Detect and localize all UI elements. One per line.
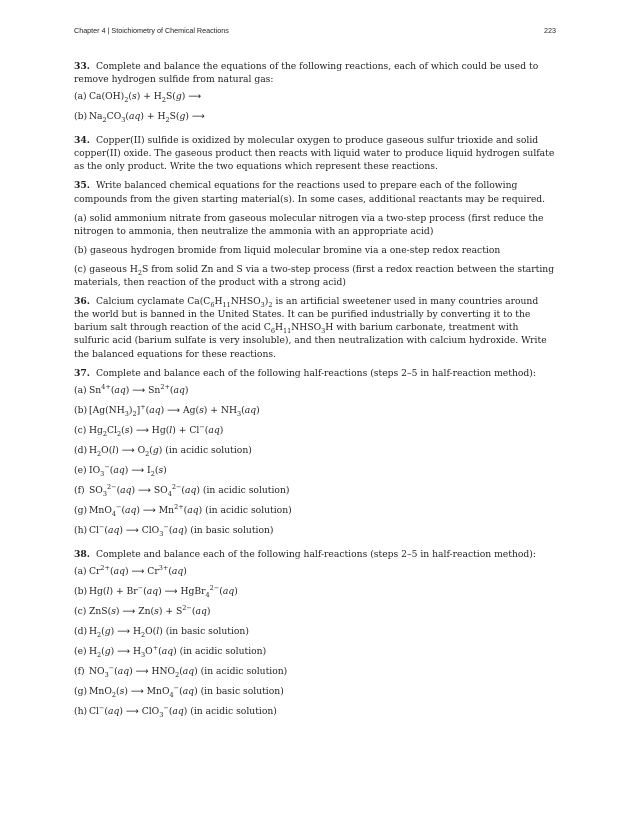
equation-expression: $H_2(g)$ ⟶ $H_2O(l)$ (in basic solution) xyxy=(89,625,249,639)
question-35a: (a) solid ammonium nitrate from gaseous molecular nitrogen via a two-step process (first reduce the nitrogen to ammonia, then neutralize the ammonia with an appropriate acid) xyxy=(74,212,544,237)
page-header xyxy=(74,26,556,38)
question-38 xyxy=(74,548,556,561)
equation-expression: ZnS(s) ⟶ $Zn(s) + S^{2-}(aq)$ xyxy=(89,603,211,617)
equation-33b xyxy=(74,110,556,130)
equation-38a xyxy=(74,565,556,585)
problem-list xyxy=(74,60,556,725)
condition-note: (in acidic solution) xyxy=(202,484,290,496)
part-label: (c) xyxy=(74,424,87,436)
part-label: (f) xyxy=(74,484,85,496)
part-label: (d) xyxy=(74,625,88,637)
equation-expression: $Sn^{4+}(aq)$ ⟶ $Sn^{2+}(aq)$ xyxy=(89,382,189,396)
equation-expression: $NO_3^-(aq)$ ⟶ $HNO_2(aq)$ (in acidic solution) xyxy=(89,663,288,679)
equation-37c xyxy=(74,424,556,444)
equation-expression: $Cr^{2+}(aq)$ ⟶ $Cr^{3+}(aq)$ xyxy=(89,563,187,577)
question-37 xyxy=(74,367,556,380)
part-text: S from solid Zn and S via a two-step process (first a redox reaction between the starting materials, then reaction of the product with a strong acid) xyxy=(74,263,555,289)
equation-expression: $H_2O(l)$ ⟶ $O_2(g)$ (in acidic solution) xyxy=(89,444,252,458)
part-label: (a) xyxy=(74,565,87,577)
equation-38d xyxy=(74,625,556,645)
condition-note: (in acidic solution) xyxy=(190,705,277,717)
equation-38f xyxy=(74,665,556,685)
equation-expression: $Hg_2Cl_2(s)$ ⟶ Hg(l) + Cl−(aq) xyxy=(89,422,224,438)
equation-expression: MnO$_2$(s) ⟶ MnO$_4$−(aq) (in basic solution) xyxy=(89,683,284,699)
part-label: (e) xyxy=(74,464,87,476)
equation-expression: $IO_3^-(aq)$ ⟶ $I_2(s)$ xyxy=(89,462,167,478)
equation-33a xyxy=(74,90,556,110)
question-34 xyxy=(74,134,556,173)
equation-expression: Cl−(aq) ⟶ ClO$_3$−(aq) (in basic solution) xyxy=(89,522,274,538)
condition-note: (in acidic solution) xyxy=(200,665,288,677)
question-text: Complete and balance the equations of the following reactions, each of which could be used to remove hydrogen sulfide from natural gas: xyxy=(74,61,539,86)
equation-38g xyxy=(74,685,556,705)
part-label: (h) xyxy=(74,524,88,536)
equation-38e xyxy=(74,645,556,665)
question-number: 35. xyxy=(74,180,90,192)
equation-37h xyxy=(74,524,556,544)
equation-38b xyxy=(74,585,556,605)
equation-expression: $H_2(g)$ ⟶ $H_3O^+(aq)$ (in acidic solution) xyxy=(89,643,267,659)
question-number: 34. xyxy=(74,135,90,147)
part-label: (g) xyxy=(74,685,88,697)
part-label: (a) xyxy=(74,91,87,103)
equation-expression: MnO$_4$−(aq) ⟶ $Mn^{2+}(aq)$ (in acidic solution) xyxy=(89,502,292,518)
condition-note: (in acidic solution) xyxy=(205,504,292,516)
part-label: (e) xyxy=(74,645,87,657)
question-35 xyxy=(74,179,556,205)
question-33 xyxy=(74,60,556,86)
equation-expression: $[Ag(NH_3)_2]^+(aq)$ ⟶ $Ag(s) + NH_3(aq)$ xyxy=(89,402,260,418)
question-35c xyxy=(74,263,556,289)
question-number: 38. xyxy=(74,548,90,560)
part-text: (c) gaseous H xyxy=(74,263,138,275)
condition-note: (in basic solution) xyxy=(190,524,274,536)
page-number: 223 xyxy=(544,26,556,35)
condition-note: (in acidic solution) xyxy=(179,645,267,657)
part-label: (h) xyxy=(74,705,88,717)
question-35b: (b) gaseous hydrogen bromide from liquid molecular bromine via a one-step redox reaction xyxy=(74,244,501,256)
part-label: (g) xyxy=(74,504,88,516)
question-text: Complete and balance each of the following half-reactions (steps 2–5 in half-reaction method): xyxy=(95,548,536,560)
equation-expression: $SO_3^{2-}(aq)$ ⟶ $SO_4^{2-}(aq)$ (in acidic solution) xyxy=(89,482,290,498)
part-label: (b) xyxy=(74,404,88,416)
condition-note: (in basic solution) xyxy=(165,625,249,637)
part-label: (d) xyxy=(74,444,88,456)
equation-37a xyxy=(74,384,556,404)
subscript: 2 xyxy=(137,268,142,277)
question-number: 33. xyxy=(74,61,90,72)
equation-expression: Cl−(aq) ⟶ ClO$_3$−(aq) (in acidic solution) xyxy=(89,703,277,719)
equation-37b xyxy=(74,404,556,424)
part-label: (c) xyxy=(74,605,87,617)
question-text: Copper(II) sulfide is oxidized by molecular oxygen to produce gaseous sulfur trioxide and solid copper(II) oxide. The gaseous product then reacts with liquid water to produce liquid hydrogen sulfate as the only product. Write the two equations which represent these reactions. xyxy=(74,135,555,173)
part-label: (f) xyxy=(74,665,85,677)
question-text: Write balanced chemical equations for the reactions used to prepare each of the following compounds from the given starting material(s). In some cases, additional reactants may be required. xyxy=(74,180,546,205)
question-36: 36. Calcium cyclamate $Ca(C_6H_{11}NHSO_3)_2$ is an artificial sweetener used in many countries around the world but is banned in the United States. It can be purified industrially by converting it to the barium salt through reaction of the acid $C_6H_{11}NHSO_3H$ with barium carbonate, treatment with sulfuric acid (barium sulfate is very insoluble), and then neutralization with calcium hydroxide. Write the balanced equations for these reactions. xyxy=(74,296,547,360)
part-label: (a) xyxy=(74,384,87,396)
part-label: (b) xyxy=(74,111,88,123)
chapter-title: Chapter 4 | Stoichiometry of Chemical Reactions xyxy=(74,26,229,35)
condition-note: (in basic solution) xyxy=(200,685,284,697)
question-number: 37. xyxy=(74,367,90,379)
question-number: 36. xyxy=(74,296,90,308)
equation-37f xyxy=(74,484,556,504)
equation-expression: $Ca(OH)_2(s) + H_2S(g)$ ⟶ xyxy=(89,91,202,105)
equation-37e xyxy=(74,464,556,484)
part-label: (b) xyxy=(74,585,88,597)
equation-expression: Hg(l) + Br−(aq) ⟶ HgBr$_4^{2-}$(aq) xyxy=(89,583,238,599)
equation-38c xyxy=(74,605,556,625)
equation-37g xyxy=(74,504,556,524)
equation-37d xyxy=(74,444,556,464)
condition-note: (in acidic solution) xyxy=(165,444,252,456)
equation-expression: $Na_2CO_3(aq) + H_2S(g)$ ⟶ xyxy=(89,111,205,125)
equation-38h xyxy=(74,705,556,725)
question-text: Complete and balance each of the following half-reactions (steps 2–5 in half-reaction method): xyxy=(95,367,536,379)
